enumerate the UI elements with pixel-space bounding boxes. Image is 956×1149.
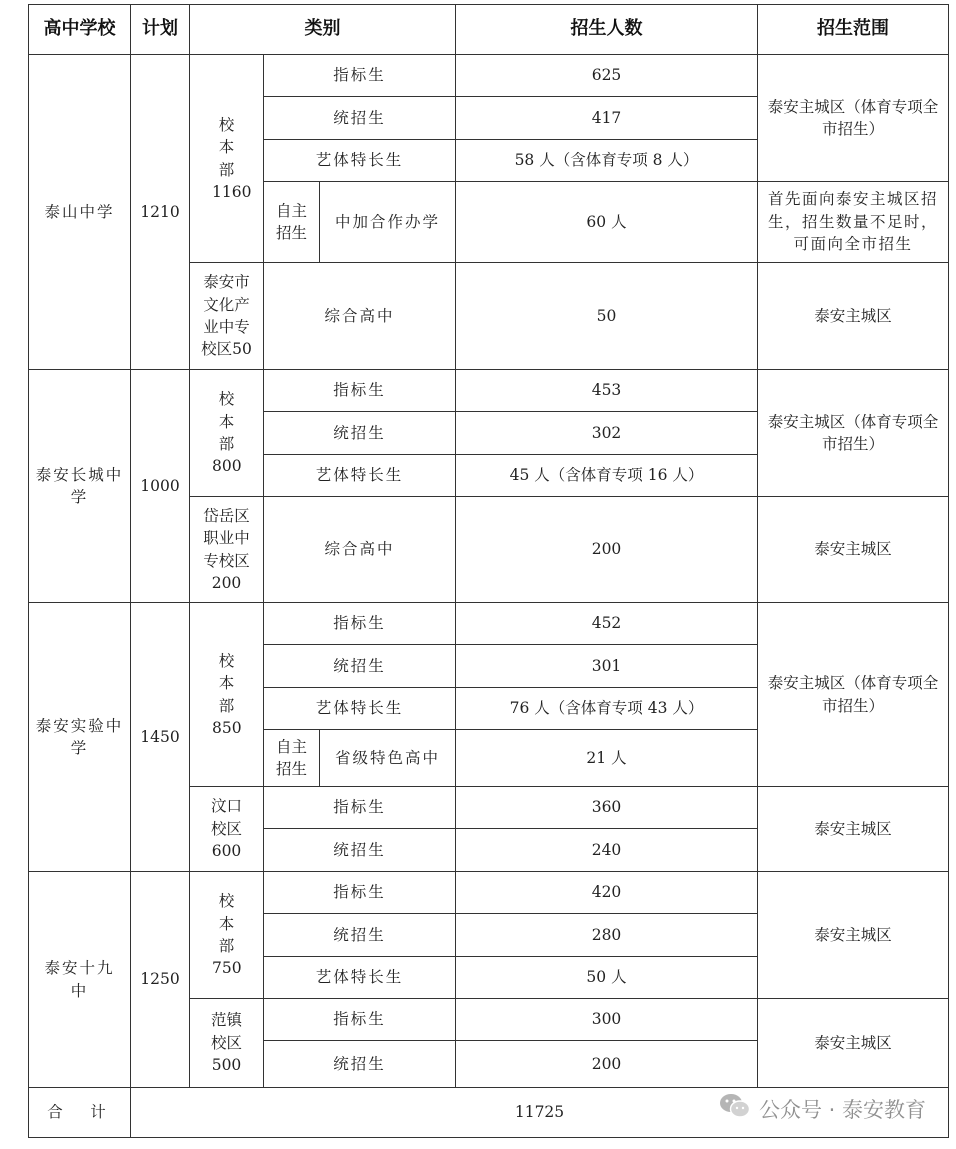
category-cell: 自主招生: [264, 182, 320, 263]
total-value: 11725: [131, 1088, 949, 1138]
range-cell: 泰安主城区: [758, 787, 949, 872]
count-cell: 302: [456, 412, 758, 455]
range-cell: 泰安主城区: [758, 263, 949, 370]
count-cell: 453: [456, 370, 758, 412]
campus-label: 校本部1160: [190, 55, 264, 263]
campus-label: 泰安市文化产业中专校区50: [190, 263, 264, 370]
campus-label: 岱岳区职业中专校区200: [190, 497, 264, 603]
enrollment-table: [28, 4, 949, 1138]
category-cell: 统招生: [264, 1041, 456, 1088]
count-cell: 452: [456, 603, 758, 645]
school-plan: 1450: [131, 603, 190, 872]
count-cell: 417: [456, 97, 758, 140]
range-cell: 泰安主城区（体育专项全市招生）: [758, 370, 949, 497]
category-cell: 指标生: [264, 370, 456, 412]
table-row: [29, 872, 949, 914]
watermark-text: 公众号 · 泰安教育: [758, 1097, 926, 1122]
category-cell: 统招生: [264, 97, 456, 140]
school-name: 泰安十九中: [29, 872, 131, 1088]
count-cell: 625: [456, 55, 758, 97]
category-cell: 省级特色高中: [320, 730, 456, 787]
header-range: 招生范围: [758, 5, 949, 55]
school-plan: 1210: [131, 55, 190, 370]
category-cell: 艺体特长生: [264, 140, 456, 182]
range-cell: 泰安主城区: [758, 872, 949, 999]
campus-label: 汶口校区600: [190, 787, 264, 872]
category-cell: 综合高中: [264, 497, 456, 603]
campus-label: 校本部800: [190, 370, 264, 497]
count-cell: 200: [456, 1041, 758, 1088]
category-cell: 指标生: [264, 872, 456, 914]
category-cell: 指标生: [264, 55, 456, 97]
category-cell: 统招生: [264, 829, 456, 872]
table-row: [29, 55, 949, 97]
category-cell: 综合高中: [264, 263, 456, 370]
category-cell: 自主招生: [264, 730, 320, 787]
count-cell: 301: [456, 645, 758, 688]
count-cell: 60 人: [456, 182, 758, 263]
count-cell: 300: [456, 999, 758, 1041]
header-plan: 计划: [131, 5, 190, 55]
count-cell: 240: [456, 829, 758, 872]
campus-label: 校本部850: [190, 603, 264, 787]
count-cell: 280: [456, 914, 758, 957]
school-plan: 1000: [131, 370, 190, 603]
header-school: 高中学校: [29, 5, 131, 55]
wechat-icon: [719, 1092, 751, 1125]
range-cell: 首先面向泰安主城区招生，招生数量不足时，可面向全市招生: [758, 182, 949, 263]
school-name: 泰安长城中学: [29, 370, 131, 603]
category-cell: 艺体特长生: [264, 455, 456, 497]
school-name: 泰安实验中学: [29, 603, 131, 872]
table-row: [29, 370, 949, 412]
category-cell: 艺体特长生: [264, 957, 456, 999]
category-cell: 指标生: [264, 603, 456, 645]
school-name: 泰山中学: [29, 55, 131, 370]
count-cell: 58 人（含体育专项 8 人）: [456, 140, 758, 182]
range-cell: 泰安主城区（体育专项全市招生）: [758, 55, 949, 182]
category-cell: 统招生: [264, 645, 456, 688]
school-plan: 1250: [131, 872, 190, 1088]
count-cell: 200: [456, 497, 758, 603]
count-cell: 360: [456, 787, 758, 829]
header-category: 类别: [190, 5, 456, 55]
category-cell: 指标生: [264, 999, 456, 1041]
watermark: [719, 1092, 926, 1125]
range-cell: 泰安主城区（体育专项全市招生）: [758, 603, 949, 787]
category-cell: 统招生: [264, 914, 456, 957]
count-cell: 76 人（含体育专项 43 人）: [456, 688, 758, 730]
count-cell: 21 人: [456, 730, 758, 787]
category-cell: 统招生: [264, 412, 456, 455]
campus-label: 校本部750: [190, 872, 264, 999]
total-label: 合 计: [29, 1088, 131, 1138]
count-cell: 50 人: [456, 957, 758, 999]
campus-label: 范镇校区500: [190, 999, 264, 1088]
header-row: [29, 5, 949, 55]
count-cell: 45 人（含体育专项 16 人）: [456, 455, 758, 497]
range-cell: 泰安主城区: [758, 999, 949, 1088]
count-cell: 50: [456, 263, 758, 370]
header-count: 招生人数: [456, 5, 758, 55]
range-cell: 泰安主城区: [758, 497, 949, 603]
table-row: [29, 603, 949, 645]
count-cell: 420: [456, 872, 758, 914]
category-cell: 艺体特长生: [264, 688, 456, 730]
category-cell: 中加合作办学: [320, 182, 456, 263]
category-cell: 指标生: [264, 787, 456, 829]
